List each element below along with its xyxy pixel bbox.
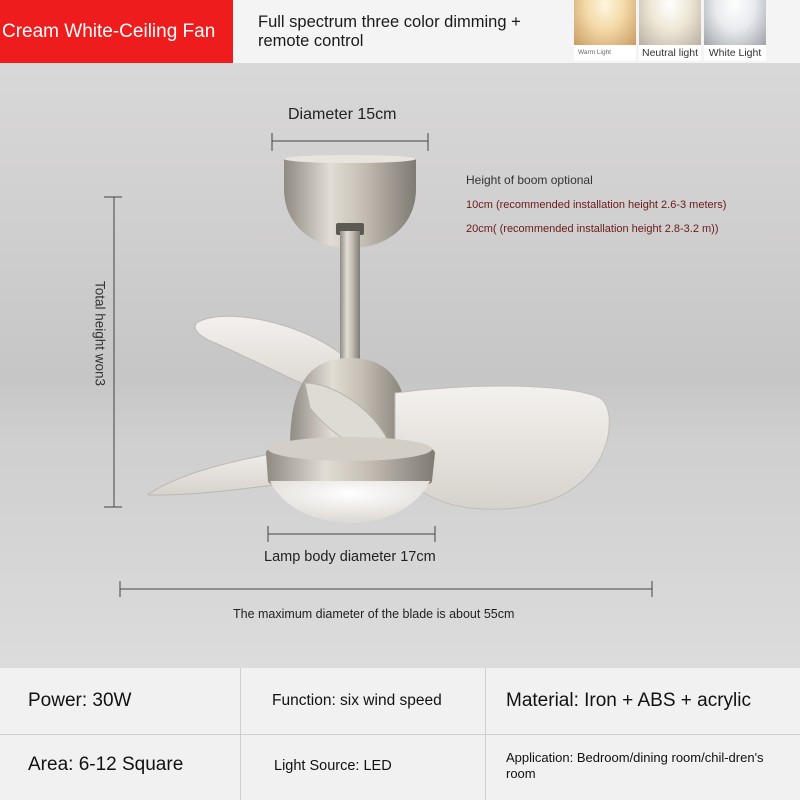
header-bar [0, 0, 800, 63]
spec-application: Application: Bedroom/dining room/chil-dren's room [506, 750, 764, 781]
swatch-white-label: White Light [704, 45, 766, 61]
swatch-warm-color [574, 0, 636, 45]
lamp-shade [270, 481, 430, 523]
total-height-label: Total height won3 [92, 280, 108, 387]
lamp-diameter-label: Lamp body diameter 17cm [264, 549, 436, 565]
diameter-15-label: Diameter 15cm [288, 106, 397, 123]
downrod [340, 231, 360, 361]
spec-area: Area: 6-12 Square [28, 754, 184, 775]
product-scene [0, 63, 800, 668]
swatch-neutral-light [639, 0, 701, 61]
product-title: Cream White-Ceiling Fan [0, 0, 233, 63]
blade-diameter-dimension-line [120, 581, 652, 597]
boom-option-10cm: 10cm (recommended installation height 2.6-3 meters) [466, 199, 727, 211]
lamp-diameter-dimension-line [268, 526, 435, 542]
spec-power: Power: 30W [28, 690, 132, 711]
spec-col-divider-1 [240, 668, 241, 800]
ceiling-fan-illustration [0, 63, 800, 668]
product-subtitle: Full spectrum three color dimming + remote control [258, 13, 521, 50]
spec-col-divider-2 [485, 668, 486, 800]
swatch-white-light [704, 0, 766, 61]
swatch-warm-light [574, 0, 636, 61]
boom-option-20cm: 20cm( (recommended installation height 2.8-3.2 m)) [466, 223, 719, 235]
spec-light-source: Light Source: LED [274, 758, 392, 774]
spec-material: Material: Iron + ABS + acrylic [506, 690, 751, 711]
swatch-neutral-label: Neutral light [639, 45, 701, 61]
spec-function: Function: six wind speed [272, 692, 442, 709]
spec-row-divider [0, 734, 800, 735]
swatch-warm-label: Warm Light [574, 45, 636, 61]
spec-table [0, 668, 800, 800]
diameter-15-dimension-line [272, 133, 428, 151]
swatch-neutral-color [639, 0, 701, 45]
blade-diameter-label: The maximum diameter of the blade is about 55cm [233, 607, 515, 621]
swatch-white-color [704, 0, 766, 45]
boom-height-title: Height of boom optional [466, 173, 593, 187]
